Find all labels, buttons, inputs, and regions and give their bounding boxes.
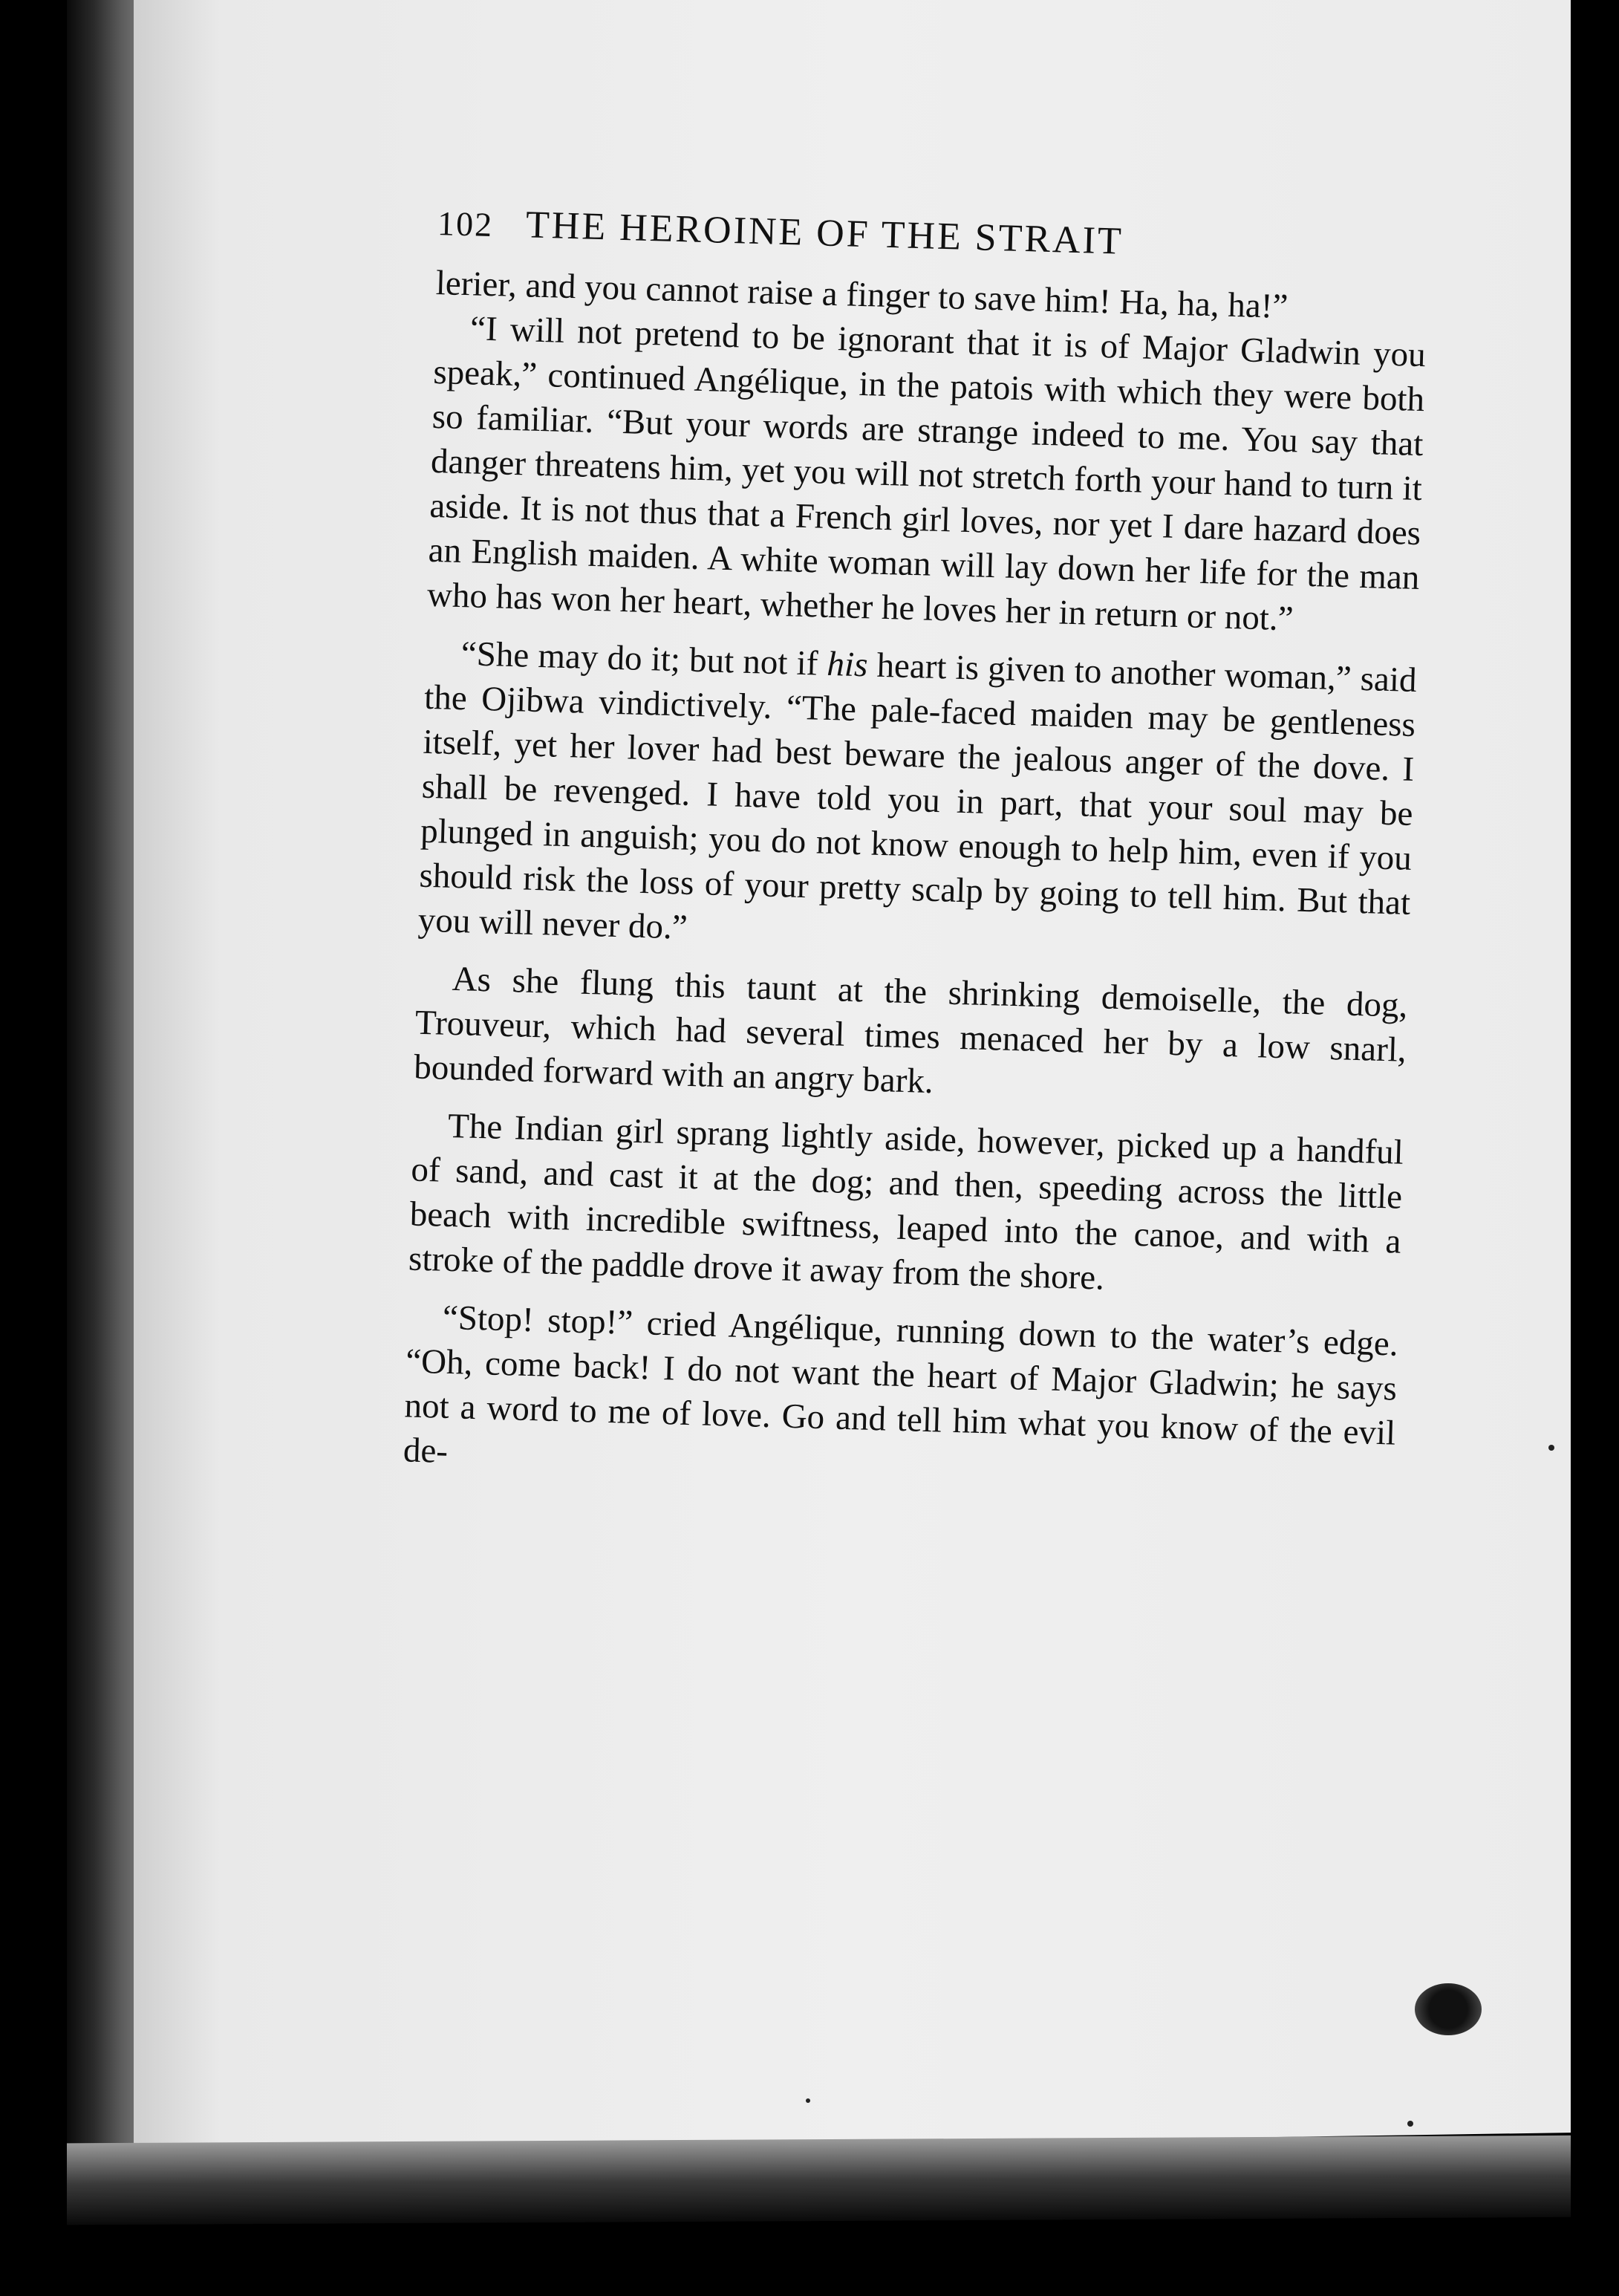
paragraph-3-emphasis: his	[826, 644, 869, 685]
book-bottom-edge	[67, 2136, 1589, 2225]
dust-speck	[1407, 2121, 1413, 2127]
paragraph-6: “Stop! stop!” cried Angélique, running down to the water’s edge. “Oh, come back! I do not want the heart of Major Gladwin; he says not a word to me of love. Go and tell him what you know of the evil de-	[403, 1298, 1399, 1471]
right-margin-shadow	[1571, 0, 1619, 2296]
paragraph-3	[417, 631, 1417, 970]
ink-blot	[1415, 1983, 1482, 2035]
paragraph-1: lerier, and you cannot raise a finger to save him! Ha, ha, ha!”	[435, 263, 1289, 326]
paragraph-3-part-2: heart is given to another woman,” said the Ojibwa vindictively. “The pale-faced maiden may be gentleness itself, yet her lover had best beware the jealous anger of the dove. I shall be revenged. I have told you in part, that your soul may be plunged in anguish; you do not know enough to help him, even if you should risk the loss of your pretty scalp by going to tell him. But that you will never do.”	[417, 645, 1418, 947]
paragraph-2: “I will not pretend to be ignorant that it is of Major Gladwin you speak,” continued Angélique, in the patois with which they were both so familiar. “But your words are strange indeed to me. You say that danger threatens him, yet you will not stretch forth your hand to turn it aside. It is not thus that a French girl loves, nor yet I dare hazard does an English maiden. A white woman will lay down her life for the man who has won her heart, whether he loves her in return or not.”	[426, 309, 1427, 639]
paragraph-4: As she flung this taunt at the shrinking demoiselle, the dog, Trouveur, which had several times menaced her by a low snarl, bounded forward with an angry bark.	[413, 959, 1408, 1102]
dust-speck	[1548, 1445, 1554, 1451]
running-title: THE HEROINE OF THE STRAIT	[525, 204, 1124, 263]
page-number: 102	[437, 204, 494, 244]
dust-speck	[806, 2098, 810, 2103]
paragraph-3-part-1: “She may do it; but not if	[460, 634, 828, 683]
page-text-block	[403, 201, 1429, 1500]
paragraph-5: The Indian girl sprang lightly aside, however, picked up a handful of sand, and cast it at the dog; and then, speeding across the little beach with incredible swiftness, leaped into the canoe, and with a stroke of the paddle drove it away from the shore.	[408, 1106, 1404, 1298]
